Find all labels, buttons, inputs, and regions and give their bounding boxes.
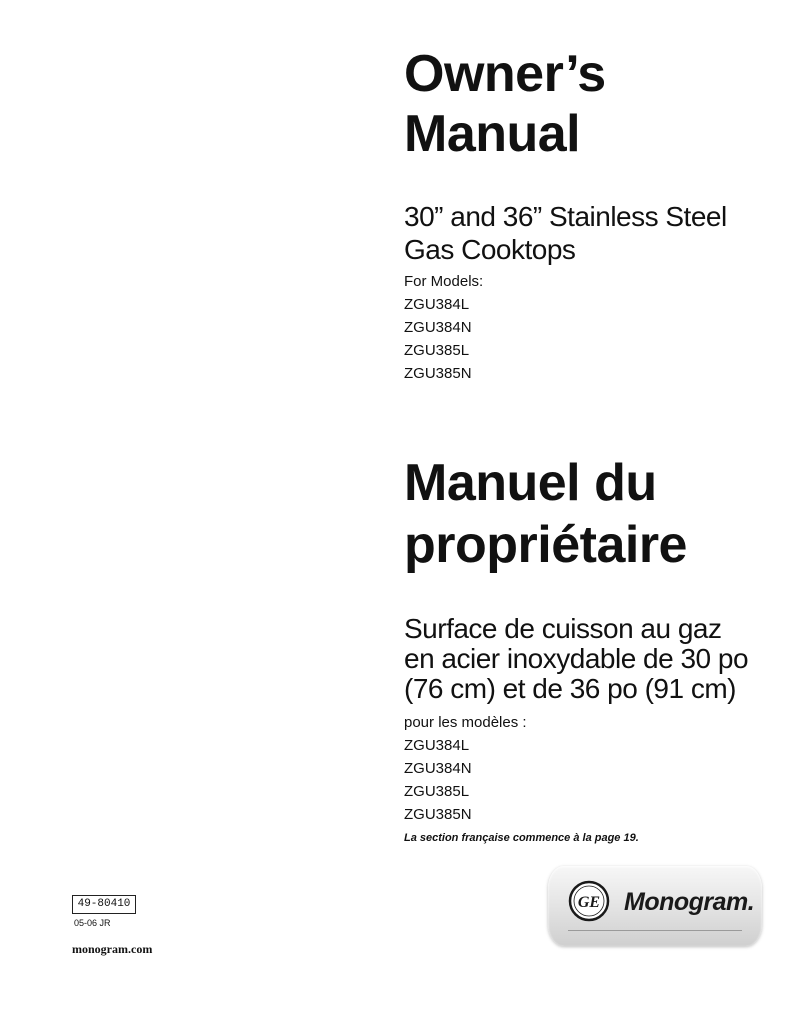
model-number: ZGU385N [404, 365, 472, 382]
brand-name: Monogram. [624, 888, 755, 916]
english-title-line: Manual [404, 105, 581, 163]
french-models-label: pour les modèles : [404, 714, 527, 731]
svg-text:GE: GE [577, 894, 601, 911]
french-title-line: Manuel du [404, 454, 657, 512]
french-subtitle [404, 614, 784, 704]
english-subtitle [404, 200, 784, 266]
model-number: ZGU384N [404, 319, 472, 336]
monogram-logo [548, 866, 762, 946]
model-number: ZGU384N [404, 760, 472, 777]
website-link[interactable]: monogram.com [72, 942, 153, 956]
french-subtitle-line: en acier inoxydable de 30 po [404, 643, 749, 674]
model-number: ZGU384L [404, 737, 470, 754]
french-section-note: La section française commence à la page 19. [404, 832, 639, 844]
french-subtitle-line: (76 cm) et de 36 po (91 cm) [404, 673, 736, 704]
french-title-line: propriétaire [404, 516, 687, 574]
english-subtitle-line: Gas Cooktops [404, 234, 576, 265]
date-code: 05-06 JR [74, 918, 111, 928]
french-models [404, 711, 784, 826]
french-title [404, 452, 784, 576]
english-models-label: For Models: [404, 273, 484, 290]
french-subtitle-line: Surface de cuisson au gaz [404, 613, 722, 644]
model-number: ZGU385N [404, 806, 472, 823]
model-number: ZGU385L [404, 783, 470, 800]
english-title-line: Owner’s [404, 45, 606, 103]
model-number: ZGU384L [404, 296, 470, 313]
part-number: 49-80410 [72, 895, 136, 914]
english-models [404, 270, 784, 385]
english-title [404, 44, 784, 164]
logo-divider [568, 930, 742, 931]
ge-monogram-icon [568, 880, 610, 922]
english-subtitle-line: 30” and 36” Stainless Steel [404, 201, 727, 232]
model-number: ZGU385L [404, 342, 470, 359]
